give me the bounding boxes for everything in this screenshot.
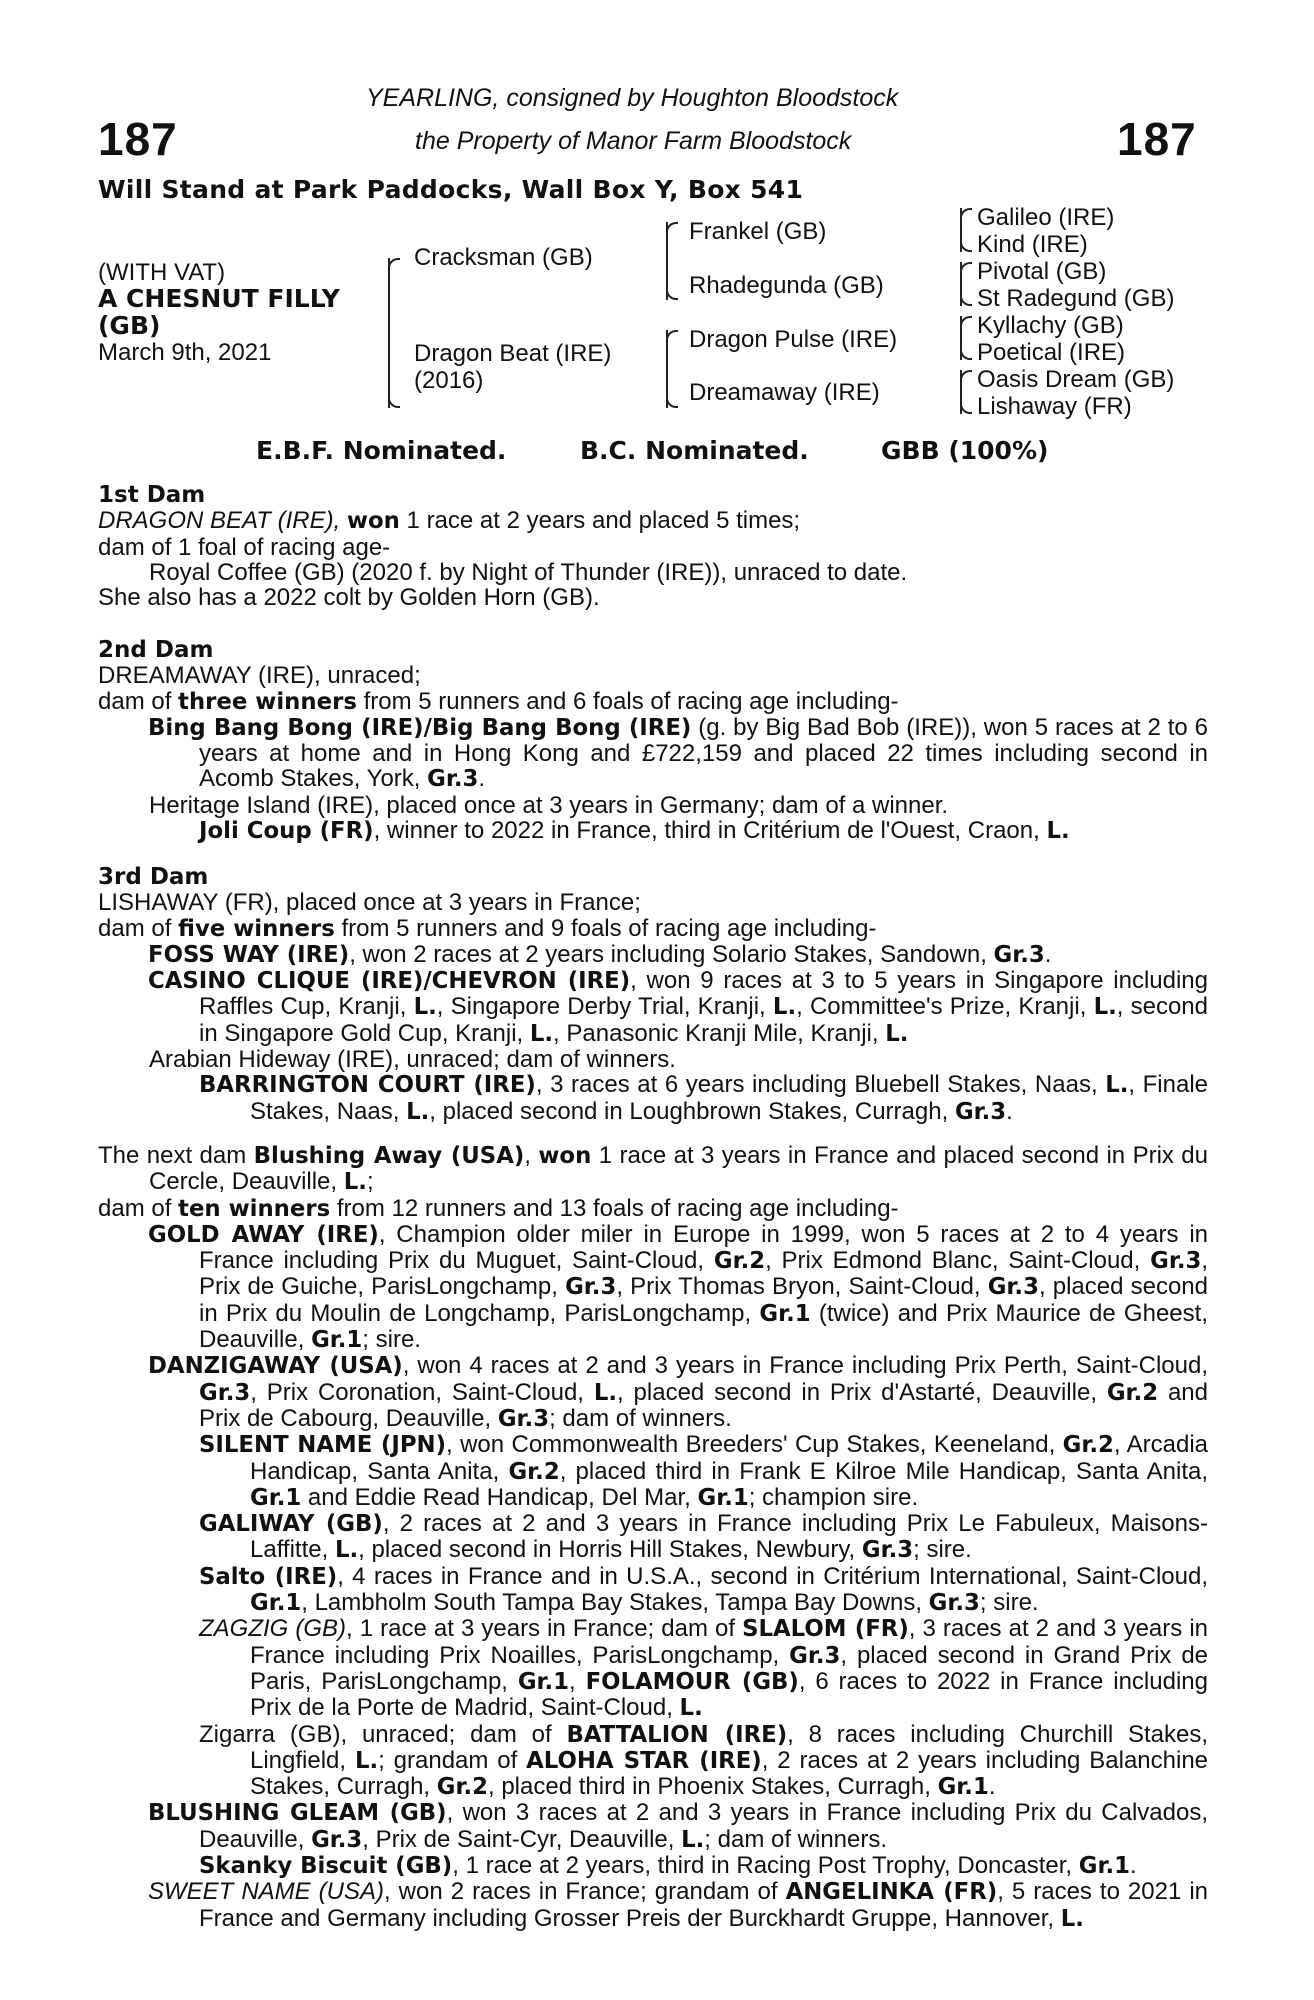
sire-sire: Frankel (GB) bbox=[689, 218, 827, 245]
text-fragment: , second in Singapore Gold Cup, Kranji, bbox=[199, 993, 1209, 1047]
text-fragment: L. bbox=[679, 1695, 703, 1722]
text-fragment: SWEET NAME (USA) bbox=[148, 1878, 385, 1906]
text-fragment: ; dam of winners. bbox=[549, 1404, 732, 1432]
text-fragment: , Prix Edmond Blanc, Saint-Cloud, bbox=[765, 1247, 1141, 1275]
text-fragment: Zigarra (GB), unraced; dam of bbox=[199, 1720, 552, 1748]
text-fragment: Gr.3 bbox=[987, 1274, 1039, 1301]
consignment-line: YEARLING, consigned by Houghton Bloodstock bbox=[366, 84, 899, 112]
third-dam-progeny-3: Arabian Hideway (IRE), unraced; dam of winners. bbox=[149, 1046, 676, 1074]
text-fragment: , won 4 races at 2 and 3 years in France including Prix Perth, Saint-Cloud, bbox=[402, 1352, 1208, 1380]
zigarra-entry bbox=[98, 1722, 1208, 1801]
text-fragment: , Panasonic Kranji Mile, Kranji, bbox=[553, 1019, 879, 1047]
text-fragment: Gr.3 bbox=[565, 1274, 617, 1301]
text-fragment: L. bbox=[1060, 1905, 1084, 1932]
text-fragment: BLUSHING GLEAM (GB) bbox=[148, 1800, 447, 1827]
lot-number-left: 187 bbox=[98, 113, 178, 165]
bc-nomination: B.C. Nominated. bbox=[580, 436, 809, 465]
text-fragment: Gr.1 bbox=[250, 1484, 302, 1511]
third-dam-line: LISHAWAY (FR), placed once at 3 years in France; bbox=[98, 889, 641, 917]
text-fragment: , Prix Coronation, Saint-Cloud, bbox=[250, 1378, 584, 1406]
first-dam-foals: dam of 1 foal of racing age- bbox=[98, 533, 391, 561]
text-fragment: (twice) and Prix Maurice de Gheest, Deauville, bbox=[199, 1299, 1208, 1354]
first-dam-name: DRAGON BEAT (IRE), bbox=[98, 507, 341, 535]
text-fragment: ; grandam of bbox=[378, 1746, 518, 1774]
text-fragment: The next dam bbox=[98, 1142, 247, 1169]
text-fragment: CASINO CLIQUE (IRE)/CHEVRON (IRE) bbox=[148, 968, 631, 995]
text-fragment: , placed second in Horris Hill Stakes, Newbury, bbox=[358, 1536, 856, 1564]
vat-note: (WITH VAT) bbox=[98, 259, 226, 286]
text-fragment: L. bbox=[885, 1020, 909, 1047]
next-dam-section bbox=[98, 1143, 1208, 1932]
text-fragment: won bbox=[538, 1143, 592, 1169]
text-fragment: L. bbox=[1093, 994, 1117, 1021]
text-fragment: , winner to 2022 in France, third in Critérium de l'Ouest, Craon, bbox=[373, 817, 1040, 845]
zagzig-entry bbox=[98, 1616, 1208, 1721]
blushing-gleam-entry bbox=[98, 1800, 1208, 1853]
subject-name: A CHESNUT FILLY bbox=[98, 284, 340, 313]
text-fragment: three winners bbox=[178, 688, 357, 715]
text-fragment: ; champion sire. bbox=[748, 1483, 919, 1511]
third-dam-progeny-1 bbox=[98, 942, 1208, 968]
text-fragment: , 2 races at 2 years including Balanchine Stakes, Curragh, bbox=[250, 1746, 1209, 1801]
text-fragment: , placed second in Prix du Moulin de Longchamp, ParisLongchamp, bbox=[199, 1273, 1208, 1327]
first-dam-progeny: Royal Coffee (GB) (2020 f. by Night of Thunder (IRE)), unraced to date. bbox=[149, 558, 908, 586]
text-fragment: 1 race at 3 years in France and placed second in Prix du Cercle, Deauville, bbox=[149, 1142, 1209, 1196]
stand-location: Will Stand at Park Paddocks, Wall Box Y, Box 541 bbox=[98, 175, 804, 204]
text-fragment: L. bbox=[529, 1020, 554, 1047]
granddam-4: Lishaway (FR) bbox=[977, 393, 1132, 420]
galiway-entry bbox=[98, 1511, 1208, 1564]
text-fragment: and Prix de Cabourg, Deauville, bbox=[199, 1378, 1208, 1432]
first-dam-heading: 1st Dam bbox=[98, 482, 206, 508]
text-fragment: , Prix de Saint-Cyr, Deauville, bbox=[362, 1825, 675, 1853]
text-fragment: , placed second in Grand Prix de Paris, ParisLongchamp, bbox=[250, 1641, 1209, 1695]
text-fragment: Gr.1 bbox=[937, 1774, 989, 1801]
text-fragment: GOLD AWAY (IRE) bbox=[148, 1221, 379, 1248]
text-fragment: Gr.3 bbox=[1150, 1248, 1202, 1275]
text-fragment: Gr.3 bbox=[928, 1590, 980, 1617]
grandsire-3: Kyllachy (GB) bbox=[977, 312, 1124, 339]
text-fragment: L. bbox=[354, 1747, 379, 1774]
first-dam-line bbox=[98, 508, 1208, 534]
text-fragment: , 1 race at 2 years, third in Racing Post Trophy, Doncaster, bbox=[452, 1852, 1073, 1880]
text-fragment: L. bbox=[413, 994, 437, 1021]
text-fragment: , won 2 races at 2 years including Solario Stakes, Sandown, bbox=[349, 940, 987, 968]
salto-entry bbox=[98, 1564, 1208, 1617]
text-fragment: GALIWAY (GB) bbox=[199, 1511, 383, 1538]
text-fragment: BARRINGTON COURT (IRE) bbox=[199, 1072, 536, 1099]
first-dam-record: 1 race at 2 years and placed 5 times; bbox=[406, 507, 801, 535]
text-fragment: ; sire. bbox=[979, 1589, 1039, 1617]
text-fragment: Gr.1 bbox=[517, 1668, 570, 1695]
brace-g34 bbox=[960, 262, 962, 306]
text-fragment: dam of bbox=[98, 914, 172, 942]
dam-year: (2016) bbox=[414, 367, 484, 394]
first-dam-won: won bbox=[346, 508, 400, 535]
text-fragment: ; sire. bbox=[913, 1536, 972, 1564]
dam-dam: Dreamaway (IRE) bbox=[689, 379, 880, 406]
text-fragment: Gr.2 bbox=[1062, 1432, 1114, 1459]
text-fragment: , Finale Stakes, Naas, bbox=[250, 1071, 1208, 1125]
first-dam-section bbox=[98, 483, 1208, 610]
text-fragment: , won Commonwealth Breeders' Cup Stakes, Keeneland, bbox=[446, 1431, 1056, 1459]
text-fragment: , placed second in Loughbrown Stakes, Curragh, bbox=[429, 1097, 949, 1125]
text-fragment: , 8 races including Churchill Stakes, Lingfield, bbox=[250, 1720, 1208, 1774]
text-fragment: Gr.3 bbox=[199, 1379, 251, 1406]
text-fragment: from 12 runners and 13 foals of racing age including- bbox=[336, 1194, 899, 1222]
lot-number-right: 187 bbox=[1117, 113, 1197, 165]
text-fragment: ZAGZIG (GB) bbox=[199, 1615, 347, 1643]
text-fragment: L. bbox=[681, 1826, 705, 1853]
text-fragment: Gr.1 bbox=[697, 1484, 749, 1511]
text-fragment: Gr.2 bbox=[436, 1774, 488, 1801]
skanky-biscuit-entry bbox=[98, 1853, 1208, 1879]
text-fragment: L. bbox=[1046, 818, 1070, 845]
granddam-1: Kind (IRE) bbox=[977, 231, 1088, 258]
dam: Dragon Beat (IRE) bbox=[414, 340, 612, 367]
text-fragment: , Champion older miler in Europe in 1999, won 5 races at 2 to 4 years in France including Prix du Muguet, Saint-Cloud, bbox=[199, 1220, 1209, 1275]
text-fragment: , Arcadia Handicap, Santa Anita, bbox=[250, 1431, 1208, 1485]
third-dam-progeny-2 bbox=[98, 968, 1208, 1047]
text-fragment: L. bbox=[343, 1169, 367, 1196]
text-fragment: L. bbox=[593, 1379, 618, 1406]
text-fragment: (g. by Big Bad Bob (IRE)), won 5 races at 2 to 6 years at home and in Hong Kong and £722,159 and placed 22 times including second in Acomb Stakes, York, bbox=[199, 713, 1209, 793]
text-fragment: Gr.1 bbox=[759, 1300, 811, 1327]
text-fragment: , won 2 races in France; grandam of bbox=[384, 1878, 778, 1906]
second-dam-progeny-1 bbox=[98, 715, 1208, 793]
text-fragment: . bbox=[1130, 1852, 1137, 1880]
text-fragment: Gr.2 bbox=[508, 1458, 560, 1485]
text-fragment: Gr.2 bbox=[713, 1248, 766, 1275]
text-fragment: Gr.3 bbox=[789, 1642, 841, 1669]
text-fragment: L. bbox=[334, 1537, 359, 1564]
text-fragment: Gr.3 bbox=[311, 1826, 363, 1853]
brace-g12 bbox=[960, 208, 962, 252]
text-fragment: , 1 race at 3 years in France; dam of bbox=[346, 1615, 736, 1643]
text-fragment: Gr.3 bbox=[861, 1537, 914, 1564]
text-fragment: and Eddie Read Handicap, Del Mar, bbox=[307, 1483, 691, 1511]
text-fragment: . bbox=[1006, 1097, 1013, 1125]
ebf-nomination: E.B.F. Nominated. bbox=[256, 436, 507, 465]
text-fragment: , Lambholm South Tampa Bay Stakes, Tampa Bay Downs, bbox=[301, 1589, 922, 1617]
text-fragment: . bbox=[988, 1773, 996, 1801]
second-dam-line: DREAMAWAY (IRE), unraced; bbox=[98, 662, 421, 690]
gbb-note: GBB (100%) bbox=[881, 436, 1049, 465]
grandsire-2: Pivotal (GB) bbox=[977, 258, 1107, 285]
granddam-3: Poetical (IRE) bbox=[977, 339, 1126, 366]
text-fragment: Salto (IRE) bbox=[199, 1563, 338, 1590]
foaling-date: March 9th, 2021 bbox=[98, 339, 272, 366]
text-fragment: L. bbox=[772, 994, 797, 1021]
second-dam-progeny-3 bbox=[98, 818, 1208, 844]
text-fragment: , placed third in Phoenix Stakes, Curragh, bbox=[488, 1773, 931, 1801]
text-fragment: FOSS WAY (IRE) bbox=[148, 941, 350, 968]
text-fragment: , placed second in Prix d'Astarté, Deauville, bbox=[617, 1378, 1097, 1406]
text-fragment: from 5 runners and 9 foals of racing age including- bbox=[341, 914, 877, 942]
text-fragment: . bbox=[1044, 940, 1052, 968]
text-fragment: , won 3 races at 2 and 3 years in France including Prix du Calvados, Deauville, bbox=[199, 1799, 1209, 1853]
second-dam-progeny-2: Heritage Island (IRE), placed once at 3 years in Germany; dam of a winner. bbox=[149, 791, 949, 819]
silent-name-entry bbox=[98, 1432, 1208, 1511]
brace-sire bbox=[666, 222, 668, 300]
text-fragment: Gr.2 bbox=[1106, 1379, 1159, 1406]
grandsire-1: Galileo (IRE) bbox=[977, 204, 1115, 231]
grandsire-4: Oasis Dream (GB) bbox=[977, 366, 1175, 393]
text-fragment: DANZIGAWAY (USA) bbox=[148, 1353, 403, 1380]
text-fragment: ; dam of winners. bbox=[704, 1825, 888, 1853]
subject-origin: (GB) bbox=[98, 311, 161, 340]
text-fragment: , 5 races to 2021 in France and Germany including Grosser Preis der Burckhardt Gruppe, Hannover, bbox=[199, 1878, 1209, 1932]
text-fragment: , won 9 races at 3 to 5 years in Singapore including Raffles Cup, Kranji, bbox=[199, 967, 1208, 1021]
text-fragment: , Committee's Prize, Kranji, bbox=[796, 993, 1087, 1021]
text-fragment: , Prix Thomas Bryon, Saint-Cloud, bbox=[616, 1273, 981, 1301]
text-fragment: Gr.3 bbox=[954, 1098, 1007, 1125]
text-fragment: Blushing Away (USA) bbox=[253, 1143, 525, 1169]
text-fragment: Bing Bang Bong (IRE)/Big Bang Bong (IRE) bbox=[148, 714, 692, 741]
text-fragment: dam of bbox=[98, 1194, 172, 1222]
text-fragment: , Prix de Guiche, ParisLongchamp, bbox=[199, 1247, 1209, 1301]
brace-dam bbox=[666, 330, 668, 408]
sire-dam: Rhadegunda (GB) bbox=[689, 272, 884, 299]
brace-g56 bbox=[960, 316, 962, 360]
text-fragment: FOLAMOUR (GB) bbox=[585, 1668, 799, 1695]
third-dam-heading: 3rd Dam bbox=[98, 864, 209, 890]
text-fragment: ANGELINKA (FR) bbox=[785, 1879, 998, 1906]
third-dam-summary bbox=[98, 916, 1208, 942]
granddam-2: St Radegund (GB) bbox=[977, 285, 1175, 312]
text-fragment: BATTALION (IRE) bbox=[566, 1721, 788, 1748]
second-dam-section bbox=[98, 638, 1208, 844]
first-dam-colt: She also has a 2022 colt by Golden Horn (GB). bbox=[98, 584, 600, 612]
text-fragment: SLALOM (FR) bbox=[742, 1616, 909, 1643]
text-fragment: L. bbox=[1105, 1072, 1129, 1099]
dam-sire: Dragon Pulse (IRE) bbox=[689, 326, 898, 353]
danzigaway-entry bbox=[98, 1353, 1208, 1432]
text-fragment: Gr.1 bbox=[250, 1590, 302, 1617]
second-dam-summary bbox=[98, 689, 1208, 715]
brace-g78 bbox=[960, 370, 962, 414]
text-fragment: dam of bbox=[98, 687, 172, 715]
text-fragment: ALOHA STAR (IRE) bbox=[526, 1747, 762, 1774]
text-fragment: Gr.1 bbox=[1078, 1853, 1130, 1880]
text-fragment: Joli Coup (FR) bbox=[199, 818, 374, 845]
third-dam-section bbox=[98, 865, 1208, 1125]
next-dam-line: The next dam Blushing Away (USA), won 1 race at 3 years in France and placed second in Prix du Cercle, Deauville, L.; bbox=[98, 1142, 1209, 1196]
next-dam-summary bbox=[98, 1196, 1208, 1222]
third-dam-progeny-4 bbox=[98, 1072, 1208, 1125]
text-fragment: L. bbox=[406, 1098, 430, 1125]
text-fragment: Gr.3 bbox=[497, 1405, 550, 1432]
text-fragment: SILENT NAME (JPN) bbox=[199, 1432, 447, 1459]
text-fragment: from 5 runners and 6 foals of racing age including- bbox=[363, 687, 899, 715]
text-fragment: . bbox=[478, 765, 486, 793]
text-fragment: , 3 races at 6 years including Bluebell Stakes, Naas, bbox=[535, 1071, 1098, 1099]
text-fragment: , Singapore Derby Trial, Kranji, bbox=[436, 993, 766, 1021]
text-fragment: ten winners bbox=[178, 1195, 331, 1222]
text-fragment: five winners bbox=[178, 915, 335, 942]
text-fragment: , bbox=[569, 1667, 576, 1695]
text-fragment: Gr.3 bbox=[427, 766, 479, 793]
brace-subject bbox=[388, 258, 390, 408]
text-fragment: , 6 races to 2022 in France including Prix de la Porte de Madrid, Saint-Cloud, bbox=[250, 1667, 1208, 1722]
property-line: the Property of Manor Farm Bloodstock bbox=[415, 127, 852, 155]
text-fragment: ; sire. bbox=[362, 1326, 421, 1354]
text-fragment: Gr.1 bbox=[311, 1327, 363, 1354]
text-fragment: Gr.3 bbox=[993, 941, 1045, 968]
text-fragment: , 2 races at 2 and 3 years in France including Prix Le Fabuleux, Maisons-Laffitte, bbox=[250, 1510, 1208, 1564]
text-fragment: , 3 races at 2 and 3 years in France including Prix Noailles, ParisLongchamp, bbox=[250, 1615, 1208, 1669]
text-fragment: Skanky Biscuit (GB) bbox=[199, 1853, 453, 1880]
gold-away-entry bbox=[98, 1222, 1208, 1353]
text-fragment: , 4 races in France and in U.S.A., second in Critérium International, Saint-Cloud, bbox=[337, 1562, 1208, 1590]
second-dam-heading: 2nd Dam bbox=[98, 637, 214, 663]
text-fragment: ; bbox=[366, 1168, 374, 1196]
text-fragment: , placed third in Frank E Kilroe Mile Handicap, Santa Anita, bbox=[559, 1457, 1209, 1485]
sire: Cracksman (GB) bbox=[414, 244, 593, 271]
sweet-name-entry bbox=[98, 1879, 1208, 1932]
